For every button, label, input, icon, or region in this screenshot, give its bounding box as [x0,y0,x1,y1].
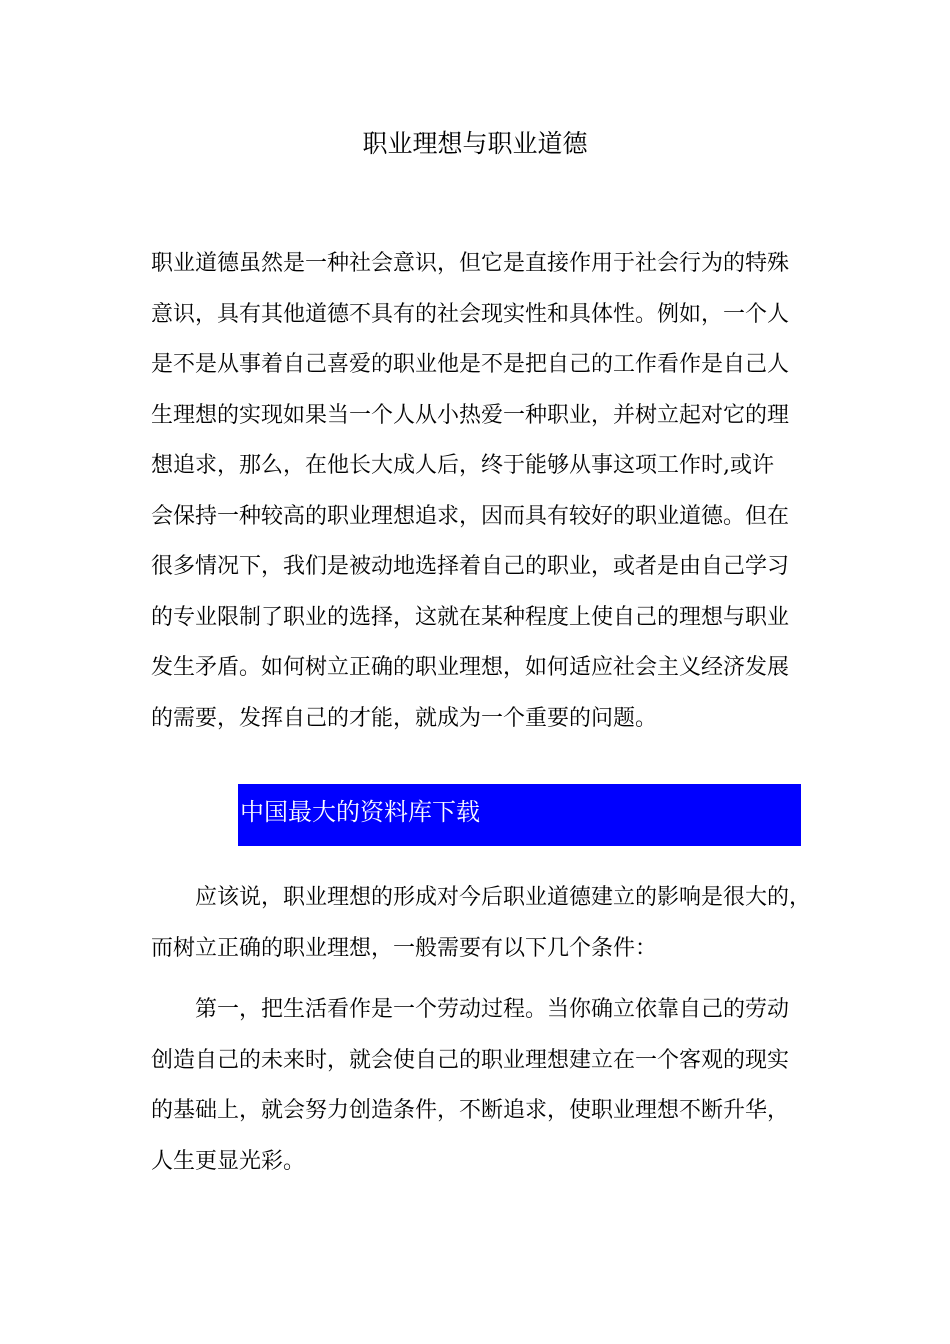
paragraph-line: 是不是从事着自己喜爱的职业他是不是把自己的工作看作是自己人 [151,352,790,377]
paragraph-line: 意识，具有其他道德不具有的社会现实性和具体性。例如，一个人 [151,301,790,327]
paragraph-line: 发生矛盾。如何树立正确的职业理想，如何适应社会主义经济发展 [151,655,790,680]
paragraph-line: 创造自己的未来时，就会使自己的职业理想建立在一个客观的现实 [151,1047,790,1073]
paragraph-line: 的需要，发挥自己的才能，就成为一个重要的问题。 [151,705,658,731]
download-banner-link[interactable]: 中国最大的资料库下载 [238,784,801,846]
paragraph-line: 职业道德虽然是一种社会意识，但它是直接作用于社会行为的特殊 [151,251,790,276]
paragraph-line: 第一，把生活看作是一个劳动过程。当你确立依靠自己的劳动 [151,997,790,1022]
paragraph-conditions-intro [151,873,812,974]
paragraph-line: 想追求，那么，在他长大成人后，终于能够从事这项工作时,或许 [151,453,774,478]
paragraph-line: 很多情况下，我们是被动地选择着自己的职业，或者是由自己学习 [151,554,790,579]
paragraph-line: 人生更显光彩。 [151,1148,306,1174]
paragraph-line: 应该说，职业理想的形成对今后职业道德建立的影响是很大的， [151,885,812,910]
paragraph-line: 的专业限制了职业的选择，这就在某种程度上使自己的理想与职业 [151,604,790,630]
paragraph-condition-one [151,985,801,1187]
document-title: 职业理想与职业道德 [362,129,588,158]
paragraph-line: 的基础上，就会努力创造条件，不断追求，使职业理想不断升华， [151,1098,790,1123]
paragraph-line: 而树立正确的职业理想，一般需要有以下几个条件： [151,935,658,961]
paragraph-intro [151,239,801,744]
paragraph-line: 会保持一种较高的职业理想追求，因而具有较好的职业道德。但在 [151,503,790,529]
paragraph-line: 生理想的实现如果当一个人从小热爱一种职业，并树立起对它的理 [151,402,790,428]
